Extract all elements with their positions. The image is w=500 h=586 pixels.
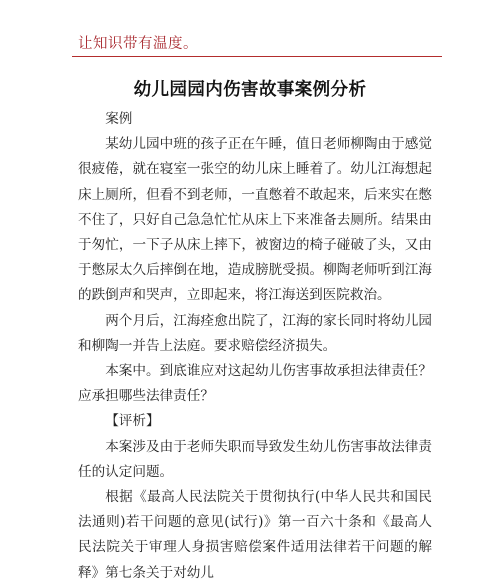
case-paragraph-2: 两个月后，江海痊愈出院了，江海的家长同时将幼儿园和柳陶一并告上法庭。要求赔偿经济损失。 bbox=[78, 312, 432, 354]
header-divider bbox=[72, 56, 442, 57]
case-label: 案例 bbox=[105, 111, 133, 127]
case-paragraph-3: 本案中。到底谁应对这起幼儿伤害事故承担法律责任？应承担哪些法律责任？ bbox=[78, 363, 432, 405]
case-paragraph-1: 某幼儿园中班的孩子正在午睡，值日老师柳陶由于感觉很疲倦，就在寝室一张空的幼儿床上睡着了。幼儿江海想起床上厕所，但看不到老师，一直憋着不敢起来，后来实在憋不住了，只好自己急急忙忙从床上下来准备去厕所。结果由于匆忙，一下子从床上摔下，被窗边的椅子碰破了头，又由于憋尿太久后摔倒在地，造成膀胱受损。柳陶老师听到江海的跌倒声和哭声，立即起来，将江海送到医院救治。 bbox=[78, 136, 432, 304]
analysis-label: 【评析】 bbox=[105, 413, 160, 430]
document-body bbox=[78, 107, 432, 586]
analysis-paragraph-1: 本案涉及由于老师失职而导致发生幼儿伤害事故法律责任的认定问题。 bbox=[78, 438, 432, 480]
analysis-paragraph-2: 根据《最高人民法院关于贯彻执行(中华人民共和国民法通则)若干问题的意见(试行)》第一百六十条和《最高人民法院关于审理人身损害赔偿案件适用法律若干问题的解释》第七条关于对幼儿 bbox=[78, 489, 432, 581]
header-banner: 让知识带有温度。 bbox=[78, 36, 198, 52]
document-title: 幼儿园园内伤害故事案例分析 bbox=[133, 80, 367, 100]
